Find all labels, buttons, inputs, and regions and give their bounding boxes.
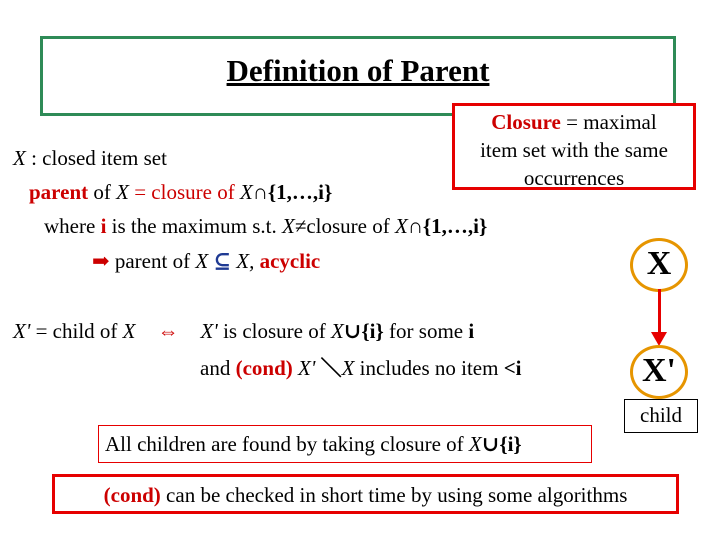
- all-children-box: [98, 425, 592, 463]
- page-title: Definition of Parent: [226, 53, 490, 88]
- parent-node: [630, 238, 688, 292]
- child-for-text: for some: [383, 319, 469, 343]
- cond-note-box: [52, 474, 679, 514]
- var-x: X: [116, 180, 129, 204]
- closure-line-3: occurrences: [523, 166, 625, 190]
- def-line-2-of: of: [88, 180, 117, 204]
- var-x-prime: X': [13, 319, 31, 343]
- child-node-label: X': [642, 352, 676, 389]
- set-expression: ∩{1,…,i}: [407, 214, 488, 238]
- parent-child-arrow-line: [658, 289, 661, 335]
- parent-term: parent: [29, 180, 89, 204]
- iff-icon: ⇔: [157, 319, 179, 343]
- definition-line-2: [29, 180, 332, 205]
- cond-term: (cond): [103, 483, 161, 507]
- var-x: X: [122, 319, 136, 343]
- var-x: X: [13, 146, 26, 170]
- var-x: X: [195, 249, 209, 273]
- var-x: X: [341, 356, 355, 380]
- def-line-3-mid: is the maximum s.t.: [106, 214, 282, 238]
- cond-note-text: can be checked in short time by using some algorithms: [160, 483, 628, 507]
- closure-line-1: [455, 108, 693, 136]
- subset-symbol: ⊆: [208, 249, 237, 273]
- var-x: X,: [236, 249, 255, 273]
- child-definition-line-1: [13, 318, 474, 344]
- definition-line-3: [44, 214, 487, 239]
- definition-line-1: [13, 146, 167, 171]
- var-i: i: [468, 319, 475, 343]
- def-line-2-eq: = closure of: [128, 180, 240, 204]
- closure-line-2: item set with the same: [480, 138, 668, 162]
- closure-line-1-rest: = maximal: [560, 110, 657, 134]
- acyclic-label: acyclic: [254, 249, 321, 273]
- var-x-prime: X': [298, 356, 316, 380]
- implies-arrow-icon: ➡: [92, 249, 110, 273]
- arrow-down-icon: [651, 332, 667, 346]
- def-line-4-text: parent of: [109, 249, 196, 273]
- var-x-prime: X': [200, 319, 218, 343]
- and-word: and: [200, 356, 236, 380]
- closure-definition-box: [452, 103, 696, 190]
- def-line-1-text: : closed item set: [25, 146, 167, 170]
- all-children-text: All children are found by taking closure of: [105, 432, 469, 456]
- child-label-box: child: [624, 399, 698, 433]
- def-line-3-neq: ≠closure of: [294, 214, 395, 238]
- parent-node-label: X: [646, 245, 672, 282]
- var-x: X: [468, 432, 482, 456]
- child-definition-line-2: [200, 352, 522, 382]
- var-i: i: [100, 214, 107, 238]
- set-expression: ∪{i}: [481, 432, 522, 456]
- definition-line-4: [92, 248, 320, 274]
- cond-term: (cond): [235, 356, 293, 380]
- child-eq-text: = child of: [30, 319, 123, 343]
- var-x: X: [281, 214, 295, 238]
- var-x: X: [239, 180, 253, 204]
- child-mid-text: is closure of: [217, 319, 331, 343]
- var-x: X: [394, 214, 408, 238]
- where-word: where: [44, 214, 101, 238]
- includes-text: includes no item: [354, 356, 504, 380]
- child-node: [630, 345, 688, 399]
- var-x: X: [330, 319, 344, 343]
- less-than-i: <i: [503, 356, 522, 380]
- setminus-symbol: ＼: [315, 356, 342, 380]
- set-expression: ∩{1,…,i}: [252, 180, 333, 204]
- set-expression: ∪{i}: [343, 319, 384, 343]
- closure-term: Closure: [491, 110, 561, 134]
